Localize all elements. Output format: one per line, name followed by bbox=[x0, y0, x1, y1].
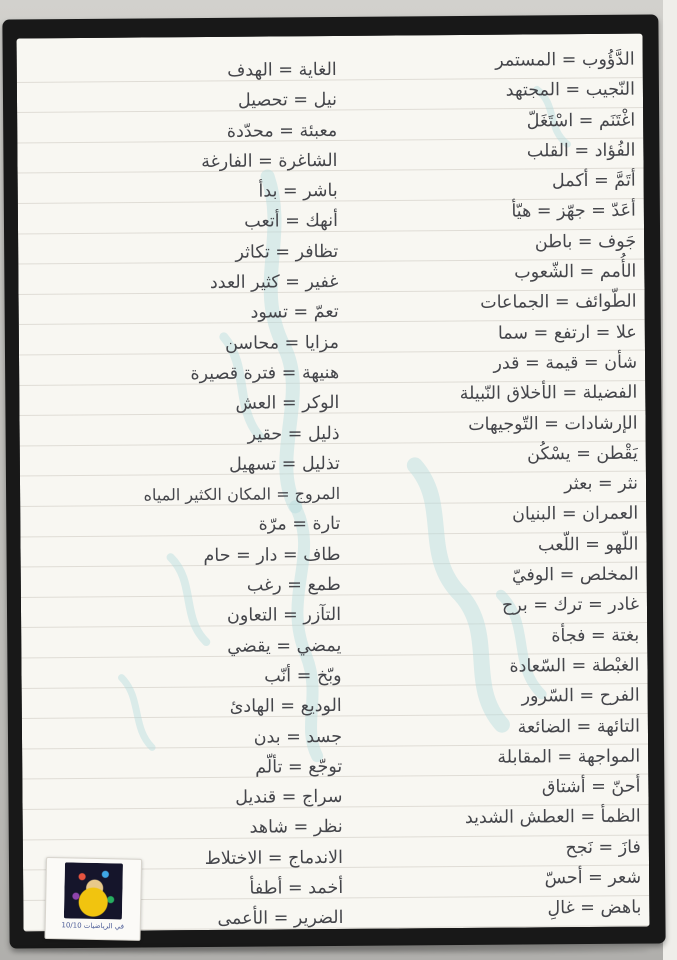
vocab-line: المخلص = الوفيّ bbox=[511, 564, 639, 586]
vocab-line: أحنّ = أشتاق bbox=[541, 776, 641, 798]
vocab-line: تذليل = تسهيل bbox=[228, 453, 340, 475]
vocab-line: نثر = بعثر bbox=[564, 473, 639, 495]
vocab-line: الوكر = العش bbox=[235, 393, 340, 415]
vocab-line: أخمد = أطفأ bbox=[249, 877, 344, 899]
vocab-line: يمضي = يقضي bbox=[227, 635, 342, 657]
vocab-line: باهض = غالِ bbox=[547, 897, 642, 919]
vocab-line: فازَ = نَجح bbox=[565, 837, 641, 858]
sticker-cartoon-image bbox=[64, 862, 123, 919]
vocab-line: التائهة = الضائعة bbox=[517, 716, 641, 738]
vocab-line: الوديع = الهادئ bbox=[229, 696, 342, 718]
vocab-line: غفير = كثير العدد bbox=[209, 272, 339, 294]
reward-sticker bbox=[44, 857, 142, 941]
sticker-caption: 10/10 في الرياضيات bbox=[61, 921, 125, 931]
vocab-line: جَوف = باطن bbox=[534, 231, 637, 253]
lined-paper bbox=[17, 34, 650, 932]
vocab-line: التآزر = التعاون bbox=[226, 605, 342, 627]
vocab-line: مزايا = محاسن bbox=[224, 332, 339, 354]
vocab-column-left bbox=[21, 55, 344, 936]
vocab-line: علا = ارتفع = سما bbox=[497, 322, 637, 344]
vocab-line: اللّهو = اللّعب bbox=[537, 534, 639, 556]
vocab-line: جسد = بدن bbox=[253, 726, 343, 748]
vocab-line: نيل = تحصيل bbox=[237, 90, 338, 112]
vocab-line: الغبْطة = السّعادة bbox=[509, 655, 640, 677]
vocab-line: معبئة = محدّدة bbox=[226, 120, 338, 142]
vocab-line: الإرشادات = التّوجيهات bbox=[468, 413, 638, 435]
vocab-line: النّجيب = المجتهد bbox=[505, 79, 636, 101]
vocab-line: غادر = ترك = برح bbox=[501, 594, 640, 617]
vocab-line: يَقْطن = يسْكُن bbox=[527, 443, 638, 465]
vocab-line: نظر = شاهد bbox=[249, 817, 343, 839]
vocab-line: اغْتَنَم = اسْتَغَلّ bbox=[526, 110, 636, 132]
vocab-line: الاندماج = الاختلاط bbox=[204, 847, 344, 869]
vocab-line: تظافر = تكاثر bbox=[235, 241, 339, 263]
vocab-column-right bbox=[330, 45, 642, 926]
notebook-cover-frame bbox=[2, 14, 665, 948]
vocab-line: أتَمَّ = أكمل bbox=[551, 170, 636, 192]
photo-edge-strip bbox=[663, 0, 677, 960]
vocab-line: الظمأ = العطش الشديد bbox=[464, 807, 641, 829]
frame-shadow bbox=[10, 947, 650, 953]
vocab-line: الطّوائف = الجماعات bbox=[480, 291, 637, 314]
vocab-line: توجّع = تألّم bbox=[255, 756, 343, 778]
vocab-line: الأُمم = الشّعوب bbox=[514, 261, 637, 283]
vocab-line: المروج = المكان الكثير المياه bbox=[143, 484, 341, 505]
vocab-line: أنهك = أتعب bbox=[244, 211, 339, 233]
vocab-line: بغتة = فجأة bbox=[551, 625, 640, 646]
vocab-line: شأن = قيمة = قدر bbox=[493, 352, 638, 374]
vocab-line: الدَّؤُوب = المستمر bbox=[495, 49, 635, 71]
vocab-line: طمع = رغب bbox=[246, 574, 341, 596]
vocab-line: وبّخ = أنّب bbox=[264, 665, 342, 687]
vocab-line: الفضيلة = الأخلاق النّبيلة bbox=[459, 382, 638, 405]
vocab-line: الضرير = الأعمى bbox=[217, 908, 344, 930]
vocab-line: هنيهة = فترة قصيرة bbox=[190, 362, 340, 385]
vocab-line: أعَدّ = جهّز = هيّأ bbox=[511, 201, 636, 223]
vocab-line: سراج = قنديل bbox=[235, 787, 343, 808]
vocab-line: الفرح = السّرور bbox=[521, 685, 640, 707]
vocab-line: تارة = مرّة bbox=[258, 514, 341, 536]
vocab-line: تعمّ = تسود bbox=[250, 302, 339, 324]
vocab-line: ذليل = حقير bbox=[247, 423, 340, 445]
vocab-line: الشاغرة = الفارغة bbox=[201, 150, 338, 172]
vocab-line: العمران = البنيان bbox=[512, 504, 639, 526]
vocab-line: شعر = أحسّ bbox=[544, 867, 642, 889]
vocab-line: الفُؤاد = القلب bbox=[526, 140, 636, 162]
vocab-line: باشر = بدأ bbox=[258, 181, 338, 202]
vocab-line: الغاية = الهدف bbox=[227, 59, 337, 81]
vocab-line: المواجهة = المقابلة bbox=[497, 746, 641, 768]
vocab-line: طاف = دار = حام bbox=[203, 544, 341, 566]
